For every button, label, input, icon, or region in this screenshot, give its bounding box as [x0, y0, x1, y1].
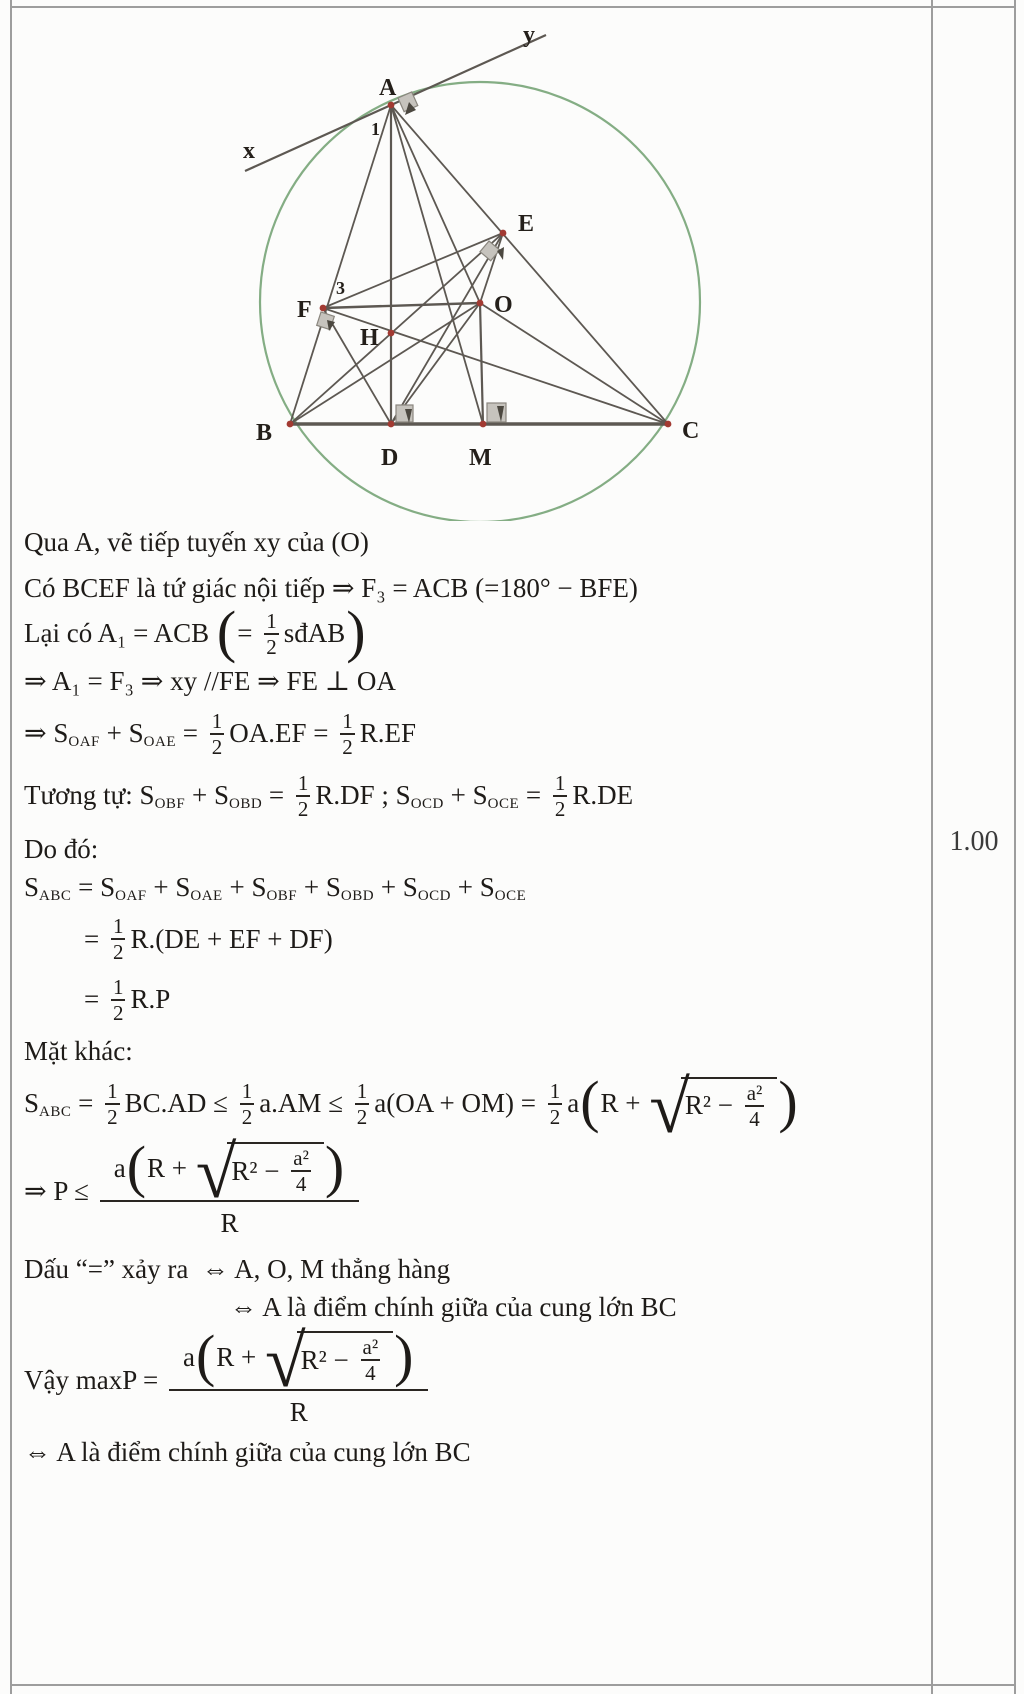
math-text: S	[24, 1087, 40, 1118]
math-sqrt: √ R² − $\frac{\text{a²}}{4}$	[196, 1142, 324, 1195]
fraction-numerator: 1	[297, 771, 309, 796]
fraction-denominator: 2	[549, 1104, 561, 1129]
fraction-numerator: a²	[293, 1146, 309, 1171]
math-text: R² −	[684, 1090, 740, 1121]
math-text: ⇔ A là điểm chính giữa của cung lớn BC	[230, 1291, 677, 1322]
math-text: =	[84, 923, 106, 954]
math-text: Do đó:	[24, 834, 99, 865]
math-text: + S	[297, 871, 341, 902]
math-subscript: ABC	[39, 1103, 72, 1120]
math-text: + S	[374, 871, 418, 902]
point-M	[480, 421, 487, 428]
fraction-denominator: 2	[112, 940, 124, 965]
label-F: F	[297, 297, 312, 323]
point-C	[665, 421, 672, 428]
math-text: =	[519, 780, 548, 811]
math-line-l16	[24, 1320, 924, 1431]
fraction-denominator: 2	[342, 735, 353, 760]
math-line-l8	[24, 870, 924, 906]
point-O	[477, 300, 484, 307]
segment-DE	[391, 233, 503, 424]
figure-lines	[245, 35, 668, 424]
math-text: a.AM ≤	[259, 1087, 350, 1118]
math-text: ⇔ A là điểm chính giữa của cung lớn BC	[24, 1437, 471, 1467]
label-O: O	[494, 292, 513, 318]
fraction-numerator: 1	[107, 1078, 118, 1103]
math-text: Mặt khác:	[24, 1035, 133, 1066]
segment-AC	[391, 105, 668, 424]
math-fraction	[291, 1147, 311, 1195]
math-line-l7	[24, 832, 924, 868]
label-E: E	[518, 211, 535, 237]
math-subscript: OAF	[68, 734, 100, 751]
math-text: Qua A, vẽ tiếp tuyến xy của (O)	[24, 527, 369, 557]
point-B	[287, 421, 294, 428]
math-subscript: OCE	[494, 887, 527, 904]
point-F	[320, 305, 327, 312]
math-text: R +	[600, 1087, 648, 1118]
math-text: =	[237, 618, 260, 649]
math-fraction	[210, 710, 225, 758]
sqrt-radicand	[227, 1142, 323, 1195]
math-fraction	[340, 710, 355, 758]
point-E	[500, 230, 507, 237]
math-text: + S	[146, 871, 191, 902]
fraction-numerator: 1	[241, 1078, 253, 1103]
math-text: ⇒ A₁ = F₃ ⇒ xy //FE ⇒ FE ⊥ OA	[24, 666, 396, 697]
math-line-l13	[24, 1131, 924, 1242]
point-A	[388, 102, 395, 109]
marker-shadows	[327, 102, 504, 423]
math-text: R.EF	[359, 718, 416, 749]
math-text: a	[567, 1087, 580, 1118]
math-fraction	[361, 1336, 381, 1384]
math-text: sđAB	[283, 618, 346, 649]
math-text: + S	[222, 871, 267, 902]
math-line-l15	[230, 1290, 924, 1326]
math-fraction	[264, 610, 279, 658]
math-text: R² −	[300, 1344, 356, 1375]
math-subscript: OAF	[115, 887, 147, 904]
math-text: BC.AD ≤	[124, 1087, 235, 1118]
math-text: Dấu “=” xảy ra ⇔ A, O, M thẳng hàng	[24, 1254, 451, 1285]
math-line-l17	[24, 1435, 924, 1471]
math-sqrt: √ R² − $\frac{\text{a²}}{4}$	[265, 1331, 393, 1384]
math-text: + S	[185, 780, 229, 811]
point-H	[388, 330, 395, 337]
math-line-l3: Lại có A₁ = ACB ( = $\frac{1}{2}$ sđAB )	[24, 599, 366, 665]
math-subscript: ABC	[39, 887, 72, 904]
math-line-l2	[24, 571, 924, 607]
math-text: R +	[216, 1342, 264, 1373]
math-text: = S	[71, 871, 116, 902]
math-text: ⇒ P ≤	[24, 1176, 96, 1207]
geometry-figure	[0, 0, 1024, 521]
label-angle-1: 1	[371, 119, 380, 139]
fraction-denominator: 2	[356, 1104, 368, 1129]
fraction-denominator: 2	[211, 735, 223, 760]
math-text: Lại có A₁ = ACB	[24, 618, 216, 649]
fraction-denominator: 4	[295, 1172, 307, 1197]
math-subscript: OBF	[266, 887, 298, 904]
fraction-numerator: 1	[211, 708, 223, 733]
math-display-fraction	[169, 1320, 428, 1431]
label-C: C	[682, 418, 700, 444]
fraction-numerator: 1	[554, 771, 566, 796]
point-D	[388, 421, 395, 428]
fraction-denominator: 4	[365, 1361, 376, 1386]
fraction-denominator: 2	[107, 1104, 118, 1129]
figure-points	[287, 102, 672, 428]
math-sqrt: √ R² − $\frac{\text{a²}}{4}$	[649, 1077, 777, 1130]
math-fraction	[548, 1080, 563, 1128]
math-text: a	[113, 1153, 126, 1184]
label-B: B	[256, 420, 273, 446]
segment-OC	[480, 303, 668, 424]
math-text: R.P	[130, 983, 171, 1014]
fraction-numerator: 1	[266, 609, 277, 634]
segment-OF	[323, 303, 480, 308]
math-subscript: OBD	[229, 796, 263, 813]
label-M: M	[469, 445, 492, 471]
fraction-numerator: a²	[746, 1081, 763, 1106]
display-fraction-numerator: a ( R + √ R² − $\frac{\text{a²}}{4}$ )	[113, 1131, 345, 1214]
fraction-numerator: 1	[549, 1078, 561, 1103]
math-line-l12: S ABC = $\frac{1}{2}$ BC.AD ≤ $\frac{1}{2}$ a.AM ≤ $\frac{1}{2}$ a(OA + OM) = $\frac{1}{2}$ a ( R + √ R² − $\frac{\text{a²}}{4}$ )	[24, 1066, 798, 1149]
math-text: S	[24, 871, 40, 902]
math-line-l6	[24, 772, 924, 820]
math-subscript: OAE	[143, 734, 176, 751]
fraction-denominator: 2	[266, 635, 277, 660]
fraction-numerator: a²	[362, 1335, 379, 1360]
fraction-denominator: 4	[749, 1107, 760, 1132]
sqrt-radicand	[681, 1077, 777, 1130]
math-text: R.DE	[572, 780, 634, 811]
math-subscript: OBF	[154, 796, 186, 813]
math-subscript: OCD	[417, 887, 451, 904]
math-text: Có BCEF là tứ giác nội tiếp ⇒ F₃ = ACB (=180° − BFE)	[24, 572, 638, 603]
math-text: ⇒ S	[24, 718, 69, 749]
math-display-fraction	[100, 1131, 359, 1242]
altitude-BE	[290, 233, 503, 424]
math-text: a	[182, 1342, 195, 1373]
math-text: R.DF ; S	[315, 780, 411, 811]
fraction-numerator: 1	[356, 1078, 368, 1103]
table-border-bottom	[10, 1684, 1016, 1686]
fraction-denominator: 2	[112, 1000, 124, 1025]
math-text: R	[220, 1208, 239, 1239]
math-line-l4	[24, 664, 924, 700]
math-text: R² −	[231, 1155, 287, 1186]
math-line-l1	[24, 525, 924, 561]
math-text: R +	[147, 1153, 194, 1184]
label-angle-3: 3	[336, 278, 345, 298]
math-text: =	[71, 1087, 101, 1118]
math-text: =	[175, 718, 205, 749]
math-fraction	[111, 976, 126, 1024]
math-fraction	[105, 1080, 120, 1128]
math-fraction	[553, 772, 568, 820]
math-text: + S	[443, 780, 488, 811]
math-fraction	[296, 772, 311, 820]
math-text: Tương tự: S	[24, 780, 155, 811]
fraction-denominator: 2	[297, 797, 309, 822]
right-angle-at-M	[487, 403, 506, 422]
math-fraction	[240, 1080, 255, 1128]
tangent-line-xy	[245, 35, 546, 171]
segment-EF	[323, 233, 503, 308]
math-line-l9	[84, 915, 924, 963]
math-text: R	[289, 1397, 308, 1428]
math-text: =	[84, 983, 106, 1014]
fraction-denominator: 2	[554, 797, 566, 822]
sqrt-radicand	[297, 1331, 393, 1384]
label-A: A	[379, 75, 397, 101]
math-subscript: OAE	[190, 887, 223, 904]
math-text: =	[262, 780, 291, 811]
display-fraction-numerator: a ( R + √ R² − $\frac{\text{a²}}{4}$ )	[182, 1320, 414, 1403]
label-y: y	[523, 22, 535, 48]
math-subscript: OCE	[487, 796, 520, 813]
label-x: x	[243, 138, 255, 164]
segment-AB	[290, 105, 391, 424]
label-D: D	[381, 445, 399, 471]
fraction-numerator: 1	[112, 974, 124, 999]
math-text: a(OA + OM) =	[374, 1087, 543, 1118]
math-text: R.(DE + EF + DF)	[130, 923, 333, 954]
math-line-l11	[24, 1034, 924, 1070]
math-text: OA.EF =	[229, 718, 336, 749]
math-text: + S	[99, 718, 144, 749]
math-line-l5	[24, 710, 924, 758]
label-H: H	[360, 325, 379, 351]
math-text: + S	[451, 871, 495, 902]
math-fraction	[745, 1082, 765, 1130]
math-text: Vậy maxP =	[24, 1365, 165, 1396]
math-line-l10	[84, 976, 924, 1024]
math-subscript: OCD	[410, 796, 444, 813]
fraction-numerator: 1	[112, 914, 124, 939]
fraction-denominator: 2	[241, 1104, 253, 1129]
score-value: 1.00	[949, 826, 999, 857]
math-subscript: OBD	[340, 887, 375, 904]
math-line-l14	[24, 1252, 924, 1288]
solution-text	[24, 521, 924, 1471]
math-fraction	[111, 915, 126, 963]
segment-OM	[480, 303, 483, 424]
fraction-numerator: 1	[342, 708, 353, 733]
math-fraction	[355, 1080, 370, 1128]
